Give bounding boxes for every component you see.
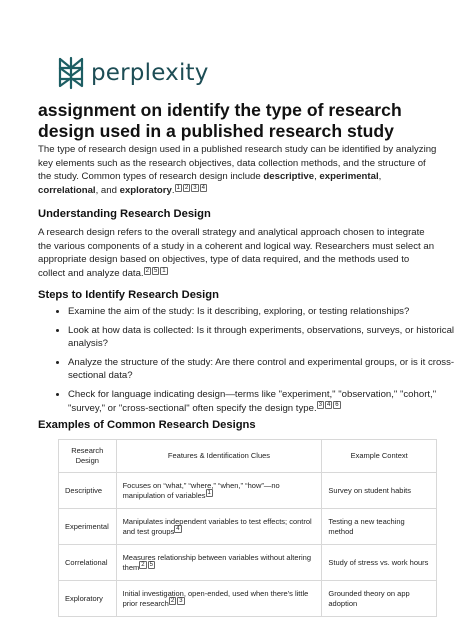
column-header: Features & Identification Clues [116, 440, 322, 473]
steps-list [38, 305, 468, 420]
table-cell-features: Measures relationship between variables without altering them $^{2 5}$ [116, 545, 322, 581]
citation-link[interactable]: 2 [170, 598, 175, 604]
table-cell-features: Manipulates independent variables to test effects; control and test groups $^4$ [116, 509, 322, 545]
citation-link[interactable]: 2 [184, 184, 189, 191]
brand-name: perplexity [91, 60, 209, 86]
table-cell-design: Descriptive [59, 473, 117, 509]
perplexity-logo-icon [57, 56, 85, 90]
citation-link[interactable]: 4 [176, 526, 180, 532]
table-cell-example: Grounded theory on app adoption [322, 581, 437, 617]
page-title: assignment on identify the type of research design used in a published research study [38, 100, 402, 141]
citation-group[interactable] [317, 402, 342, 408]
table-cell-example: Testing a new teaching method [322, 509, 437, 545]
list-item: • Analyze the structure of the study: Are there control and experimental groups, or is it cross-sectional data? [68, 356, 468, 383]
research-design-paragraph: A research design refers to the overall strategy and analytical approach chosen to integrate the various components of a study in a coherent and logical way. Researchers must select an appropriate design based on objectives, type of data required, and the methods used to collect and analyze data. $^{2 5 1}$ [38, 227, 435, 279]
table-cell-design: Experimental [59, 509, 117, 545]
citation-link[interactable]: 5 [149, 562, 153, 568]
table-row [59, 581, 437, 617]
citation-group[interactable] [169, 598, 186, 604]
citation-link[interactable]: 3 [193, 184, 197, 191]
citation-link[interactable]: 5 [153, 267, 158, 274]
table-row [59, 473, 437, 509]
section-heading-examples: Examples of Common Research Designs [38, 419, 256, 431]
table-cell-design: Exploratory [59, 581, 117, 617]
citation-link[interactable]: 4 [201, 184, 205, 191]
citation-link[interactable]: 1 [176, 184, 180, 191]
citation-group[interactable] [139, 562, 156, 568]
citation-group[interactable] [144, 268, 169, 274]
table-cell-example: Survey on student habits [322, 473, 437, 509]
citation-group[interactable] [206, 490, 214, 496]
citation-link[interactable]: 2 [141, 562, 145, 568]
citation-link[interactable]: 3 [179, 598, 183, 604]
table-cell-design: Correlational [59, 545, 117, 581]
citation-link[interactable]: 1 [207, 490, 211, 496]
list-item: • Look at how data is collected: Is it through experiments, observations, surveys, or historical analysis? [68, 324, 468, 351]
research-designs-table [58, 439, 437, 617]
column-header: Example Context [322, 440, 437, 473]
citation-group[interactable] [175, 185, 208, 191]
citation-link[interactable]: 4 [326, 402, 331, 409]
citation-group[interactable] [174, 526, 182, 532]
citation-link[interactable]: 1 [162, 267, 166, 274]
section-heading-steps: Steps to Identify Research Design [38, 289, 219, 301]
table-cell-features: Focuses on “what,” “where,” “when,” “how”—no manipulation of variables $^1$ [116, 473, 322, 509]
table-cell-example: Study of stress vs. work hours [322, 545, 437, 581]
list-item: • Check for language indicating design—terms like "experiment," "observation," "cohort," "survey," or "cross-sectional" often specify the design type. $^{3 4 6}$ [68, 388, 468, 415]
intro-paragraph: The type of research design used in a published research study can be identified by analyzing key elements such as the research objectives, data collection methods, and the structure of the study. Common types of research design include descriptive, experimental, correlational, and exploratory. $^{1 2 3 4}$ [38, 144, 437, 196]
column-header: Research Design [59, 440, 117, 473]
table-row [59, 545, 437, 581]
section-heading-understanding: Understanding Research Design [38, 208, 211, 220]
citation-link[interactable]: 6 [335, 402, 339, 409]
list-item: • Examine the aim of the study: Is it describing, exploring, or testing relationships? [68, 305, 468, 319]
citation-link[interactable]: 2 [145, 267, 149, 274]
table-cell-features: Initial investigation, open-ended, used when there's little prior research $^{2 3}$ [116, 581, 322, 617]
table-row [59, 509, 437, 545]
table-header-row [59, 440, 437, 473]
brand-logo [57, 56, 209, 90]
citation-link[interactable]: 3 [318, 402, 322, 409]
